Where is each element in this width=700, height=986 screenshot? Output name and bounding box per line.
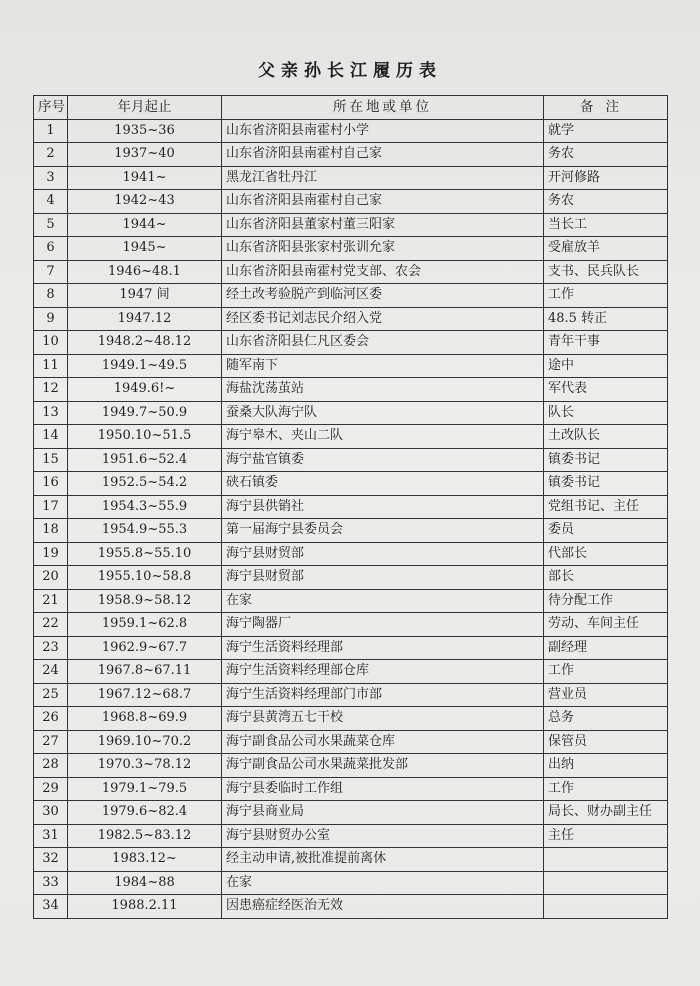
- table-row: [34, 871, 668, 895]
- cell-remarks: 工作: [544, 284, 668, 308]
- cell-remarks: 军代表: [544, 378, 668, 402]
- table-row: [34, 848, 668, 872]
- cell-remarks: 务农: [544, 143, 668, 167]
- cell-place-or-unit: 硖石镇委: [222, 472, 544, 496]
- table-row: [34, 777, 668, 801]
- cell-date-range: 1949.7~50.9: [68, 401, 222, 425]
- cell-remarks: 青年干事: [544, 331, 668, 355]
- table-row: [34, 660, 668, 684]
- cell-serial-number: 14: [34, 425, 68, 449]
- cell-serial-number: 26: [34, 707, 68, 731]
- cell-remarks: 务农: [544, 190, 668, 214]
- cell-remarks: 当长工: [544, 213, 668, 237]
- cell-remarks: 劳动、车间主任: [544, 613, 668, 637]
- cell-place-or-unit: 山东省济阳县南霍村自己家: [222, 143, 544, 167]
- cell-remarks: 途中: [544, 354, 668, 378]
- cell-date-range: 1952.5~54.2: [68, 472, 222, 496]
- table-row: [34, 613, 668, 637]
- cell-place-or-unit: 海宁盐官镇委: [222, 448, 544, 472]
- cell-remarks: 出纳: [544, 754, 668, 778]
- table-row: [34, 801, 668, 825]
- cell-remarks: 开河修路: [544, 166, 668, 190]
- cell-place-or-unit: 海宁生活资料经理部门市部: [222, 683, 544, 707]
- cell-serial-number: 27: [34, 730, 68, 754]
- cell-serial-number: 24: [34, 660, 68, 684]
- table-row: [34, 213, 668, 237]
- cell-place-or-unit: 山东省济阳县南霍村自己家: [222, 190, 544, 214]
- cell-date-range: 1979.6~82.4: [68, 801, 222, 825]
- cell-remarks: 就学: [544, 119, 668, 143]
- cell-date-range: 1942~43: [68, 190, 222, 214]
- cell-date-range: 1947 间: [68, 284, 222, 308]
- cell-serial-number: 12: [34, 378, 68, 402]
- table-row: [34, 472, 668, 496]
- cell-remarks: 支书、民兵队长: [544, 260, 668, 284]
- cell-date-range: 1955.8~55.10: [68, 542, 222, 566]
- cell-serial-number: 16: [34, 472, 68, 496]
- cell-date-range: 1950.10~51.5: [68, 425, 222, 449]
- table-row: [34, 119, 668, 143]
- cell-serial-number: 18: [34, 519, 68, 543]
- cell-remarks: 代部长: [544, 542, 668, 566]
- table-row: [34, 683, 668, 707]
- cell-serial-number: 20: [34, 566, 68, 590]
- cell-serial-number: 28: [34, 754, 68, 778]
- cell-date-range: 1944~: [68, 213, 222, 237]
- table-row: [34, 542, 668, 566]
- table-row: [34, 730, 668, 754]
- cell-serial-number: 10: [34, 331, 68, 355]
- table-row: [34, 448, 668, 472]
- table-row: [34, 589, 668, 613]
- cell-remarks: 副经理: [544, 636, 668, 660]
- cell-date-range: 1937~40: [68, 143, 222, 167]
- table-header-row: [34, 96, 668, 120]
- cell-serial-number: 21: [34, 589, 68, 613]
- cell-place-or-unit: 海宁县财贸部: [222, 566, 544, 590]
- cell-remarks: 镇委书记: [544, 472, 668, 496]
- table-row: [34, 425, 668, 449]
- table-row: [34, 166, 668, 190]
- cell-place-or-unit: 海宁县黄湾五七干校: [222, 707, 544, 731]
- cell-serial-number: 19: [34, 542, 68, 566]
- cell-remarks: 48.5 转正: [544, 307, 668, 331]
- cell-remarks: 工作: [544, 660, 668, 684]
- cell-date-range: 1954.9~55.3: [68, 519, 222, 543]
- cell-place-or-unit: 在家: [222, 589, 544, 613]
- cell-serial-number: 17: [34, 495, 68, 519]
- cell-place-or-unit: 海宁生活资料经理部: [222, 636, 544, 660]
- table-row: [34, 824, 668, 848]
- cell-serial-number: 30: [34, 801, 68, 825]
- cell-place-or-unit: 海宁县财贸办公室: [222, 824, 544, 848]
- table-row: [34, 636, 668, 660]
- cell-serial-number: 5: [34, 213, 68, 237]
- table-row: [34, 401, 668, 425]
- table-body: [34, 119, 668, 918]
- cell-place-or-unit: 山东省济阳县南霍村小学: [222, 119, 544, 143]
- cell-serial-number: 22: [34, 613, 68, 637]
- cell-date-range: 1983.12~: [68, 848, 222, 872]
- cell-date-range: 1962.9~67.7: [68, 636, 222, 660]
- cell-remarks: 土改队长: [544, 425, 668, 449]
- document-title: 父亲孙长江履历表: [258, 61, 442, 81]
- cell-serial-number: 2: [34, 143, 68, 167]
- cell-remarks: 保管员: [544, 730, 668, 754]
- cell-place-or-unit: 经土改考验脱产到临河区委: [222, 284, 544, 308]
- cell-date-range: 1968.8~69.9: [68, 707, 222, 731]
- cell-place-or-unit: 海宁县委临时工作组: [222, 777, 544, 801]
- cell-serial-number: 32: [34, 848, 68, 872]
- cell-place-or-unit: 经主动申请,被批准提前离休: [222, 848, 544, 872]
- cell-place-or-unit: 海宁县商业局: [222, 801, 544, 825]
- cell-place-or-unit: 第一届海宁县委员会: [222, 519, 544, 543]
- cell-date-range: 1941~: [68, 166, 222, 190]
- table-row: [34, 895, 668, 919]
- cell-date-range: 1988.2.11: [68, 895, 222, 919]
- cell-serial-number: 3: [34, 166, 68, 190]
- table-row: [34, 566, 668, 590]
- cell-place-or-unit: 经区委书记刘志民介绍入党: [222, 307, 544, 331]
- cell-serial-number: 1: [34, 119, 68, 143]
- cell-remarks: 委员: [544, 519, 668, 543]
- cell-date-range: 1969.10~70.2: [68, 730, 222, 754]
- cell-date-range: 1982.5~83.12: [68, 824, 222, 848]
- cell-date-range: 1949.1~49.5: [68, 354, 222, 378]
- cell-place-or-unit: 海宁副食品公司水果蔬菜仓库: [222, 730, 544, 754]
- cell-serial-number: 34: [34, 895, 68, 919]
- table-row: [34, 237, 668, 261]
- cell-date-range: 1979.1~79.5: [68, 777, 222, 801]
- cell-place-or-unit: 海宁陶器厂: [222, 613, 544, 637]
- header-place-or-unit: 所在地或单位: [222, 96, 544, 120]
- cell-remarks: 局长、财办副主任: [544, 801, 668, 825]
- cell-date-range: 1984~88: [68, 871, 222, 895]
- cell-serial-number: 29: [34, 777, 68, 801]
- cell-date-range: 1946~48.1: [68, 260, 222, 284]
- cell-remarks: [544, 895, 668, 919]
- table-row: [34, 707, 668, 731]
- cell-place-or-unit: 海宁县供销社: [222, 495, 544, 519]
- cell-place-or-unit: 随军南下: [222, 354, 544, 378]
- cell-remarks: 部长: [544, 566, 668, 590]
- cell-date-range: 1951.6~52.4: [68, 448, 222, 472]
- cell-serial-number: 15: [34, 448, 68, 472]
- cell-remarks: 主任: [544, 824, 668, 848]
- cell-remarks: 营业员: [544, 683, 668, 707]
- cell-date-range: 1970.3~78.12: [68, 754, 222, 778]
- cell-place-or-unit: 山东省济阳县仁凡区委会: [222, 331, 544, 355]
- cell-remarks: 总务: [544, 707, 668, 731]
- cell-date-range: 1949.6!~: [68, 378, 222, 402]
- cell-serial-number: 9: [34, 307, 68, 331]
- cell-serial-number: 33: [34, 871, 68, 895]
- cell-serial-number: 23: [34, 636, 68, 660]
- table-row: [34, 331, 668, 355]
- table-row: [34, 190, 668, 214]
- table-row: [34, 354, 668, 378]
- table-row: [34, 754, 668, 778]
- cell-remarks: 工作: [544, 777, 668, 801]
- cell-place-or-unit: 海盐沈荡茧站: [222, 378, 544, 402]
- cell-place-or-unit: 蚕桑大队海宁队: [222, 401, 544, 425]
- cell-date-range: 1945~: [68, 237, 222, 261]
- header-remarks: 备注: [544, 96, 668, 120]
- cell-serial-number: 13: [34, 401, 68, 425]
- cell-place-or-unit: 海宁副食品公司水果蔬菜批发部: [222, 754, 544, 778]
- cell-remarks: [544, 871, 668, 895]
- resume-table: [33, 95, 668, 919]
- cell-date-range: 1967.8~67.11: [68, 660, 222, 684]
- cell-date-range: 1954.3~55.9: [68, 495, 222, 519]
- cell-place-or-unit: 黑龙江省牡丹江: [222, 166, 544, 190]
- cell-place-or-unit: 海宁县财贸部: [222, 542, 544, 566]
- cell-remarks: 队长: [544, 401, 668, 425]
- cell-date-range: 1948.2~48.12: [68, 331, 222, 355]
- table-row: [34, 519, 668, 543]
- cell-remarks: [544, 848, 668, 872]
- cell-serial-number: 31: [34, 824, 68, 848]
- table-row: [34, 495, 668, 519]
- cell-place-or-unit: 海宁皋木、夹山二队: [222, 425, 544, 449]
- cell-serial-number: 8: [34, 284, 68, 308]
- cell-place-or-unit: 在家: [222, 871, 544, 895]
- cell-date-range: 1958.9~58.12: [68, 589, 222, 613]
- cell-date-range: 1955.10~58.8: [68, 566, 222, 590]
- cell-place-or-unit: 因患癌症经医治无效: [222, 895, 544, 919]
- cell-place-or-unit: 海宁生活资料经理部仓库: [222, 660, 544, 684]
- cell-date-range: 1947.12: [68, 307, 222, 331]
- cell-remarks: 镇委书记: [544, 448, 668, 472]
- cell-serial-number: 25: [34, 683, 68, 707]
- cell-serial-number: 4: [34, 190, 68, 214]
- table-row: [34, 378, 668, 402]
- cell-serial-number: 11: [34, 354, 68, 378]
- header-date-range: 年月起止: [68, 96, 222, 120]
- cell-remarks: 党组书记、主任: [544, 495, 668, 519]
- cell-place-or-unit: 山东省济阳县南霍村党支部、农会: [222, 260, 544, 284]
- cell-serial-number: 7: [34, 260, 68, 284]
- cell-date-range: 1935~36: [68, 119, 222, 143]
- cell-remarks: 受雇放羊: [544, 237, 668, 261]
- cell-place-or-unit: 山东省济阳县张家村张训允家: [222, 237, 544, 261]
- table-row: [34, 143, 668, 167]
- cell-place-or-unit: 山东省济阳县董家村董三阳家: [222, 213, 544, 237]
- table-row: [34, 307, 668, 331]
- table-row: [34, 284, 668, 308]
- cell-serial-number: 6: [34, 237, 68, 261]
- cell-remarks: 待分配工作: [544, 589, 668, 613]
- table-row: [34, 260, 668, 284]
- cell-date-range: 1959.1~62.8: [68, 613, 222, 637]
- cell-date-range: 1967.12~68.7: [68, 683, 222, 707]
- header-serial-number: 序号: [34, 96, 68, 120]
